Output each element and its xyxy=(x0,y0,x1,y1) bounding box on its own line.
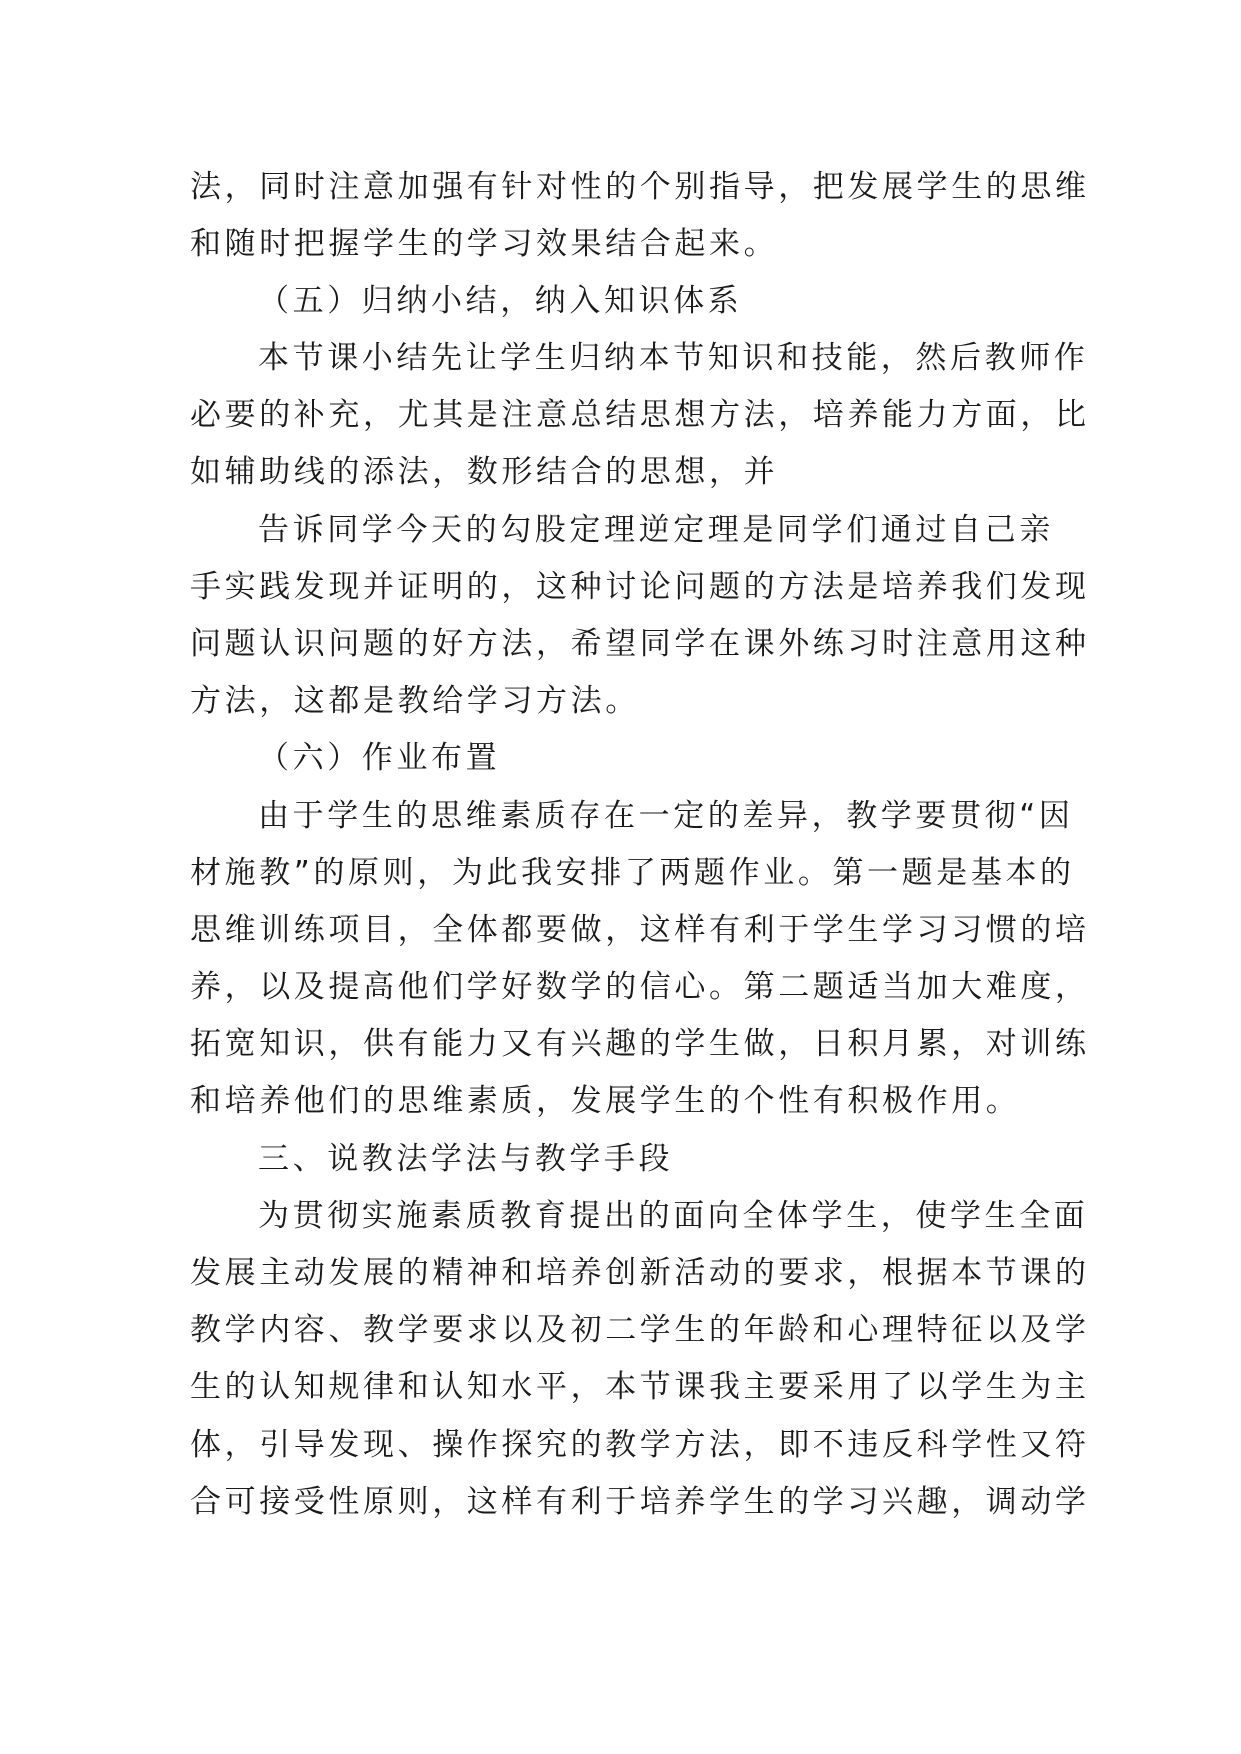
text-line: 告诉同学今天的勾股定理逆定理是同学们通过自己亲 xyxy=(258,512,1054,548)
text-line: 手实践发现并证明的，这种讨论问题的方法是培养我们发现 xyxy=(190,569,1090,605)
text-line: 由于学生的思维素质存在一定的差异，教学要贯彻“因 xyxy=(258,798,1074,834)
text-line: 养，以及提高他们学好数学的信心。第二题适当加大难度， xyxy=(190,969,1090,1005)
text-line: 如辅助线的添法，数形结合的思想，并 xyxy=(190,454,779,490)
text-line: 发展主动发展的精神和培养创新活动的要求，根据本节课的 xyxy=(190,1255,1090,1291)
text-line: 思维训练项目，全体都要做，这样有利于学生学习习惯的培 xyxy=(190,912,1090,948)
text-line: 方法，这都是教给学习方法。 xyxy=(190,683,640,719)
text-line: 和培养他们的思维素质，发展学生的个性有积极作用。 xyxy=(190,1083,1021,1119)
text-line: 体，引导发现、操作探究的教学方法，即不违反科学性又符 xyxy=(190,1427,1090,1463)
section-heading: （五）归纳小结，纳入知识体系 xyxy=(258,283,743,319)
text-line: 为贯彻实施素质教育提出的面向全体学生，使学生全面 xyxy=(258,1198,1089,1234)
text-line: 本节课小结先让学生归纳本节知识和技能，然后教师作 xyxy=(258,340,1089,376)
text-line: 必要的补充，尤其是注意总结思想方法，培养能力方面，比 xyxy=(190,397,1090,433)
text-line: 拓宽知识，供有能力又有兴趣的学生做，日积月累，对训练 xyxy=(190,1026,1090,1062)
text-line: 问题认识问题的好方法，希望同学在课外练习时注意用这种 xyxy=(190,626,1090,662)
text-line: 法，同时注意加强有针对性的个别指导，把发展学生的思维 xyxy=(190,169,1090,205)
text-line: 和随时把握学生的学习效果结合起来。 xyxy=(190,226,779,262)
section-heading: 三、说教法学法与教学手段 xyxy=(258,1141,674,1177)
text-line: 教学内容、教学要求以及初二学生的年龄和心理特征以及学 xyxy=(190,1312,1090,1348)
section-heading: （六）作业布置 xyxy=(258,740,501,776)
text-line: 生的认知规律和认知水平，本节课我主要采用了以学生为主 xyxy=(190,1369,1090,1405)
text-line: 合可接受性原则，这样有利于培养学生的学习兴趣，调动学 xyxy=(190,1484,1090,1520)
text-line: 材施教”的原则，为此我安排了两题作业。第一题是基本的 xyxy=(190,855,1075,891)
